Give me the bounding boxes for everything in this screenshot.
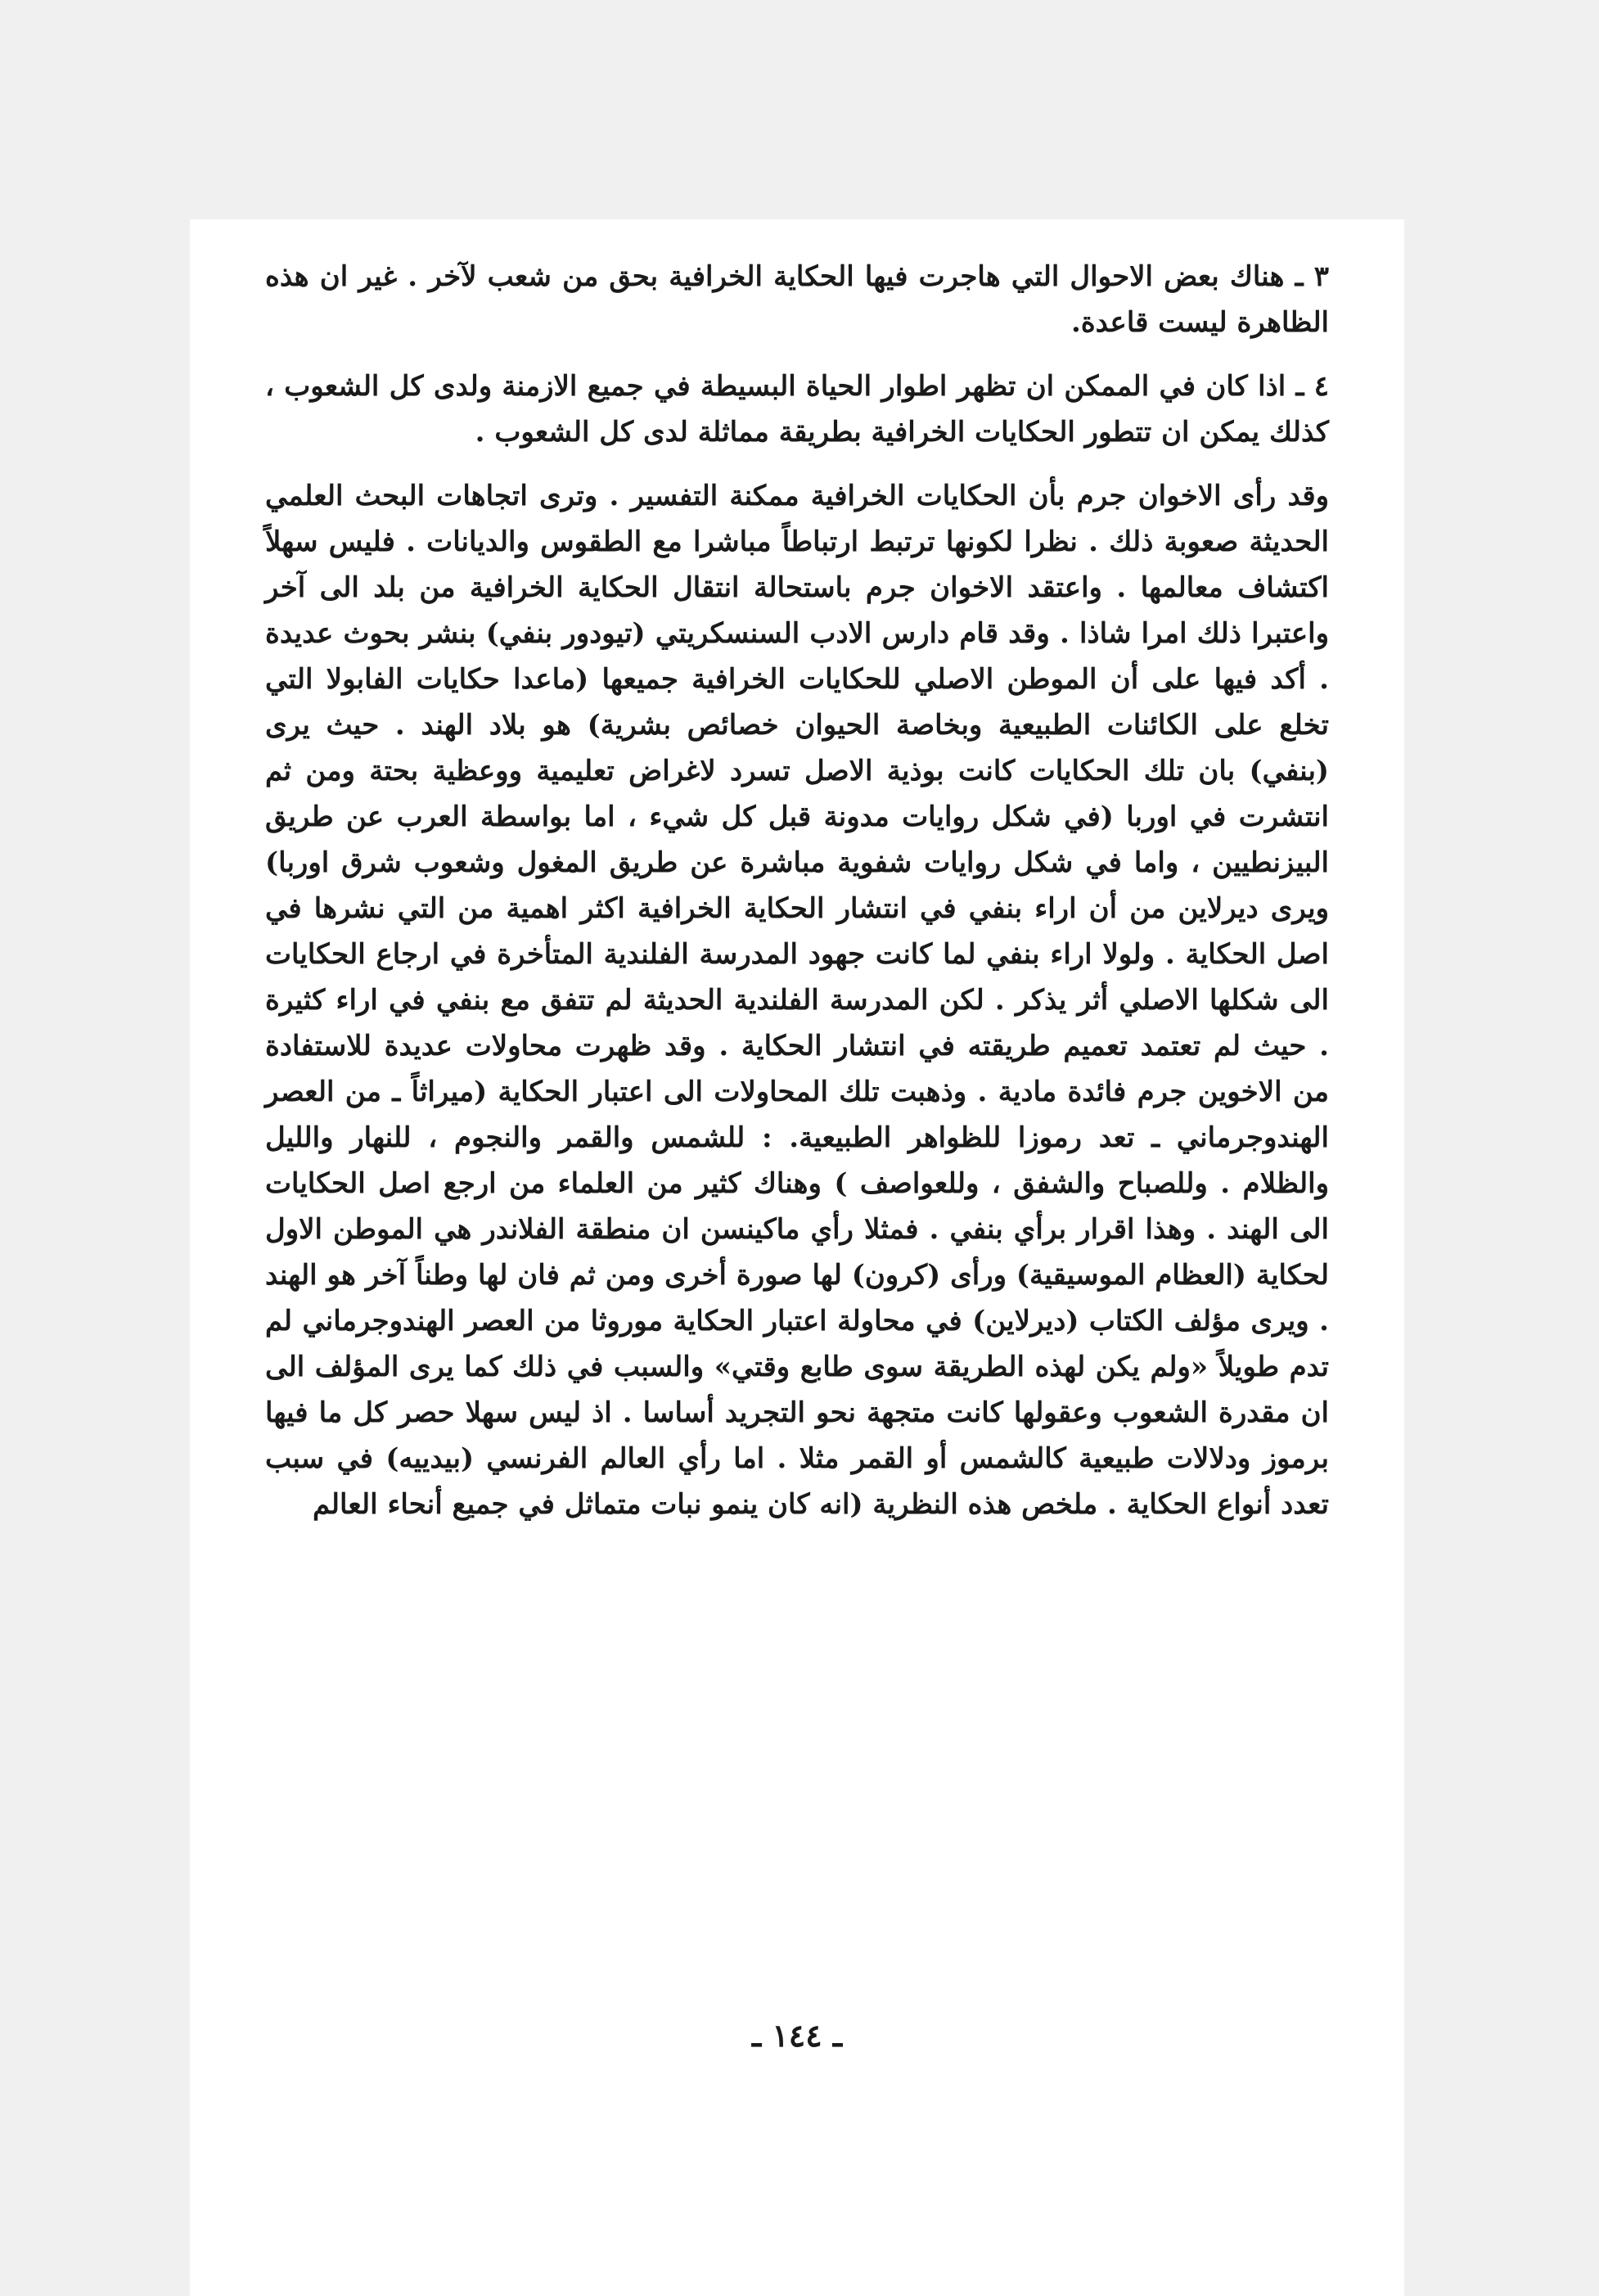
paragraph-point-3: ٣ ـ هناك بعض الاحوال التي هاجرت فيها الحكاية الخرافية بحق من شعب لآخر . غير ان هذه الظاهرة ليست قاعدة. [265, 260, 1329, 339]
book-page [190, 219, 1404, 2296]
page-number: ـ ١٤٤ ـ [752, 2017, 842, 2054]
paragraph-grimm-theory: وقد رأى الاخوان جرم بأن الحكايات الخرافية ممكنة التفسير . وترى اتجاهات البحث العلمي الحديثة صعوبة ذلك . نظرا لكونها ترتبط ارتباطاً مباشرا مع الطقوس والديانات . فليس سهلاً اكتشاف معالمها . واعتقد الاخوان جرم باستحالة انتقال الحكاية الخرافية من بلد الى آخر واعتبرا ذلك امرا شاذا . وقد قام دارس الادب السنسكريتي (تيودور بنفي) بنشر بحوث عديدة . أكد فيها على أن الموطن الاصلي للحكايات الخرافية جميعها (ماعدا حكايات الفابولا التي تخلع على الكائنات الطبيعية وبخاصة الحيوان خصائص بشرية) هو بلاد الهند . حيث يرى (بنفي) بان تلك الحكايات كانت بوذية الاصل تسرد لاغراض تعليمية ووعظية بحتة ومن ثم انتشرت في اوربا (في شكل روايات مدونة قبل كل شيء ، اما بواسطة العرب عن طريق البيزنطيين ، واما في شكل روايات شفوية مباشرة عن طريق المغول وشعوب شرق اوربا) ويرى ديرلاين من أن اراء بنفي في انتشار الحكاية الخرافية اكثر اهمية من التي نشرها في اصل الحكاية . ولولا اراء بنفي لما كانت جهود المدرسة الفلندية المتأخرة في ارجاع الحكايات الى شكلها الاصلي أثر يذكر . لكن المدرسة الفلندية الحديثة لم تتفق مع بنفي في اراء كثيرة . حيث لم تعتمد تعميم طريقته في انتشار الحكاية . وقد ظهرت محاولات عديدة للاستفادة من الاخوين جرم فائدة مادية . وذهبت تلك المحاولات الى اعتبار الحكاية (ميراثاً ـ من العصر الهندوجرماني ـ تعد رموزا للظواهر الطبيعية. : للشمس والقمر والنجوم ، للنهار والليل والظلام . وللصباح والشفق ، وللعواصف ) وهناك كثير من العلماء من ارجع اصل الحكايات الى الهند . وهذا اقرار برأي بنفي . فمثلا رأي ماكينسن ان منطقة الفلاندر هي الموطن الاول لحكاية (العظام الموسيقية) ورأى (كرون) لها صورة أخرى ومن ثم فان لها وطناً آخر هو الهند . ويرى مؤلف الكتاب (ديرلاين) في محاولة اعتبار الحكاية موروثا من العصر الهندوجرماني لم تدم طويلاً «ولم يكن لهذه الطريقة سوى طابع وقتي» والسبب في ذلك كما يرى المؤلف الى ان مقدرة الشعوب وعقولها كانت متجهة نحو التجريد أساسا . اذ ليس سهلا حصر كل ما فيها برموز ودلالات طبيعية كالشمس أو القمر مثلا . اما رأي العالم الفرنسي (بيدييه) في سبب تعدد أنواع الحكاية . ملخص هذه النظرية (انه كان ينمو نبات متماثل في جميع أنحاء العالم [265, 480, 1329, 1521]
page-body-text [265, 254, 1329, 1527]
paragraph-point-4: ٤ ـ اذا كان في الممكن ان تظهر اطوار الحياة البسيطة في جميع الازمنة ولدى كل الشعوب ، كذلك يمكن ان تتطور الحكايات الخرافية بطريقة مماثلة لدى كل الشعوب . [265, 370, 1329, 449]
